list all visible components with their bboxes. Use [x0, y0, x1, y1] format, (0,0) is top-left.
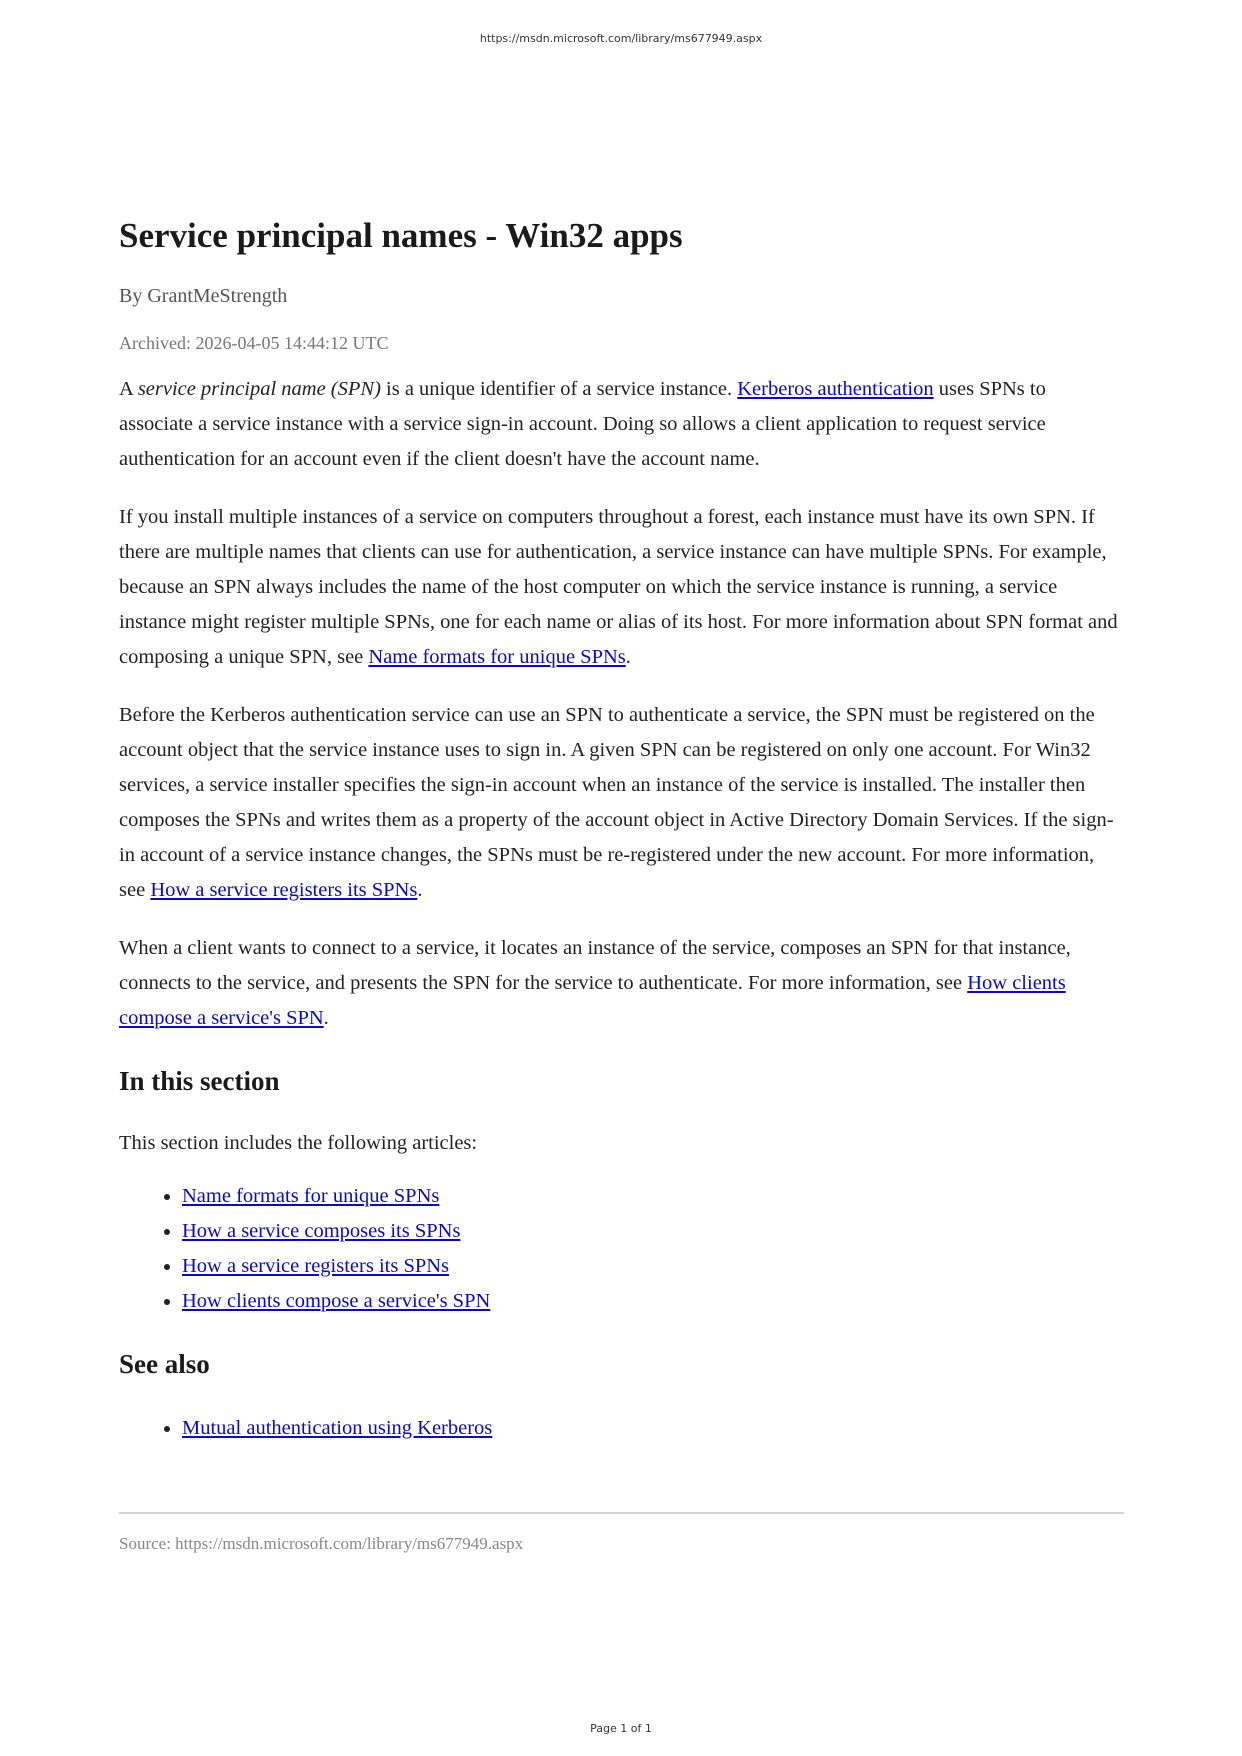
see-also-list: [119, 1411, 1124, 1446]
link-how-a-service-composes-its-spns[interactable]: How a service composes its SPNs: [182, 1220, 461, 1242]
text: is a unique identifier of a service instance.: [380, 378, 738, 400]
link-mutual-authentication-kerberos[interactable]: Mutual authentication using Kerberos: [182, 1417, 493, 1439]
text: When a client wants to connect to a service, it locates an instance of the service, composes an SPN for that instance, connects to the service, and presents the SPN for the service to authenticate. For more information, see: [119, 937, 1071, 994]
link-kerberos-authentication[interactable]: Kerberos authentication: [737, 378, 934, 400]
text: uses SPNs to associate a service instance with a service sign-in account. Doing so allows a client application to request service authentication for an account even if the client doesn't have the account name.: [119, 378, 1046, 470]
paragraph-multiple-instances: [119, 500, 1124, 675]
list-item: [182, 1284, 1124, 1319]
list-item: [182, 1179, 1124, 1214]
section-intro: This section includes the following articles:: [119, 1132, 478, 1154]
link-name-formats[interactable]: Name formats for unique SPNs: [368, 646, 626, 668]
link-how-clients-compose-a-services-spn[interactable]: How clients compose a service's SPN: [182, 1290, 491, 1312]
text: .: [323, 1007, 329, 1029]
source-url: Source: https://msdn.microsoft.com/library/ms677949.aspx: [119, 1534, 524, 1553]
link-how-a-service-registers-its-spns[interactable]: How a service registers its SPNs: [182, 1255, 450, 1277]
page-title: Service principal names - Win32 apps: [119, 216, 683, 255]
text: .: [625, 646, 631, 668]
list-item: [182, 1214, 1124, 1249]
link-name-formats-for-unique-spns[interactable]: Name formats for unique SPNs: [182, 1185, 440, 1207]
print-header-url: https://msdn.microsoft.com/library/ms677949.aspx: [479, 32, 763, 45]
article: [119, 214, 1124, 1556]
heading-see-also: See also: [119, 1349, 210, 1379]
section-article-list: [119, 1179, 1124, 1319]
text: A: [119, 378, 138, 400]
list-item: [182, 1411, 1124, 1446]
paragraph-client-connect: [119, 931, 1124, 1036]
paragraph-intro: [119, 372, 1124, 477]
text: Before the Kerberos authentication service can use an SPN to authenticate a service, the SPN must be registered on the account object that the service instance uses to sign in. A given SPN can be registered on only one account. For Win32 services, a service installer specifies the sign-in account when an instance of the service is installed. The installer then composes the SPNs and writes them as a property of the account object in Active Directory Domain Services. If the sign-in account of a service instance changes, the SPNs must be re-registered under the new account. For more information, see: [119, 704, 1114, 901]
link-service-registers-spns[interactable]: How a service registers its SPNs: [150, 879, 418, 901]
heading-in-this-section: In this section: [119, 1066, 280, 1096]
page-number: Page 1 of 1: [590, 1722, 652, 1735]
divider: [119, 1512, 1124, 1514]
archived-timestamp: Archived: 2026-04-05 14:44:12 UTC: [119, 333, 389, 353]
text: If you install multiple instances of a service on computers throughout a forest, each instance must have its own SPN. If there are multiple names that clients can use for authentication, a service instance can have multiple SPNs. For example, because an SPN always includes the name of the host computer on which the service instance is running, a service instance might register multiple SPNs, one for each name or alias of its host. For more information about SPN format and composing a unique SPN, see: [119, 506, 1118, 668]
term-spn: service principal name (SPN): [137, 378, 381, 400]
text: .: [417, 879, 423, 901]
link-clients-compose-spn[interactable]: How clients compose a service's SPN: [119, 972, 1066, 1029]
author-byline: By GrantMeStrength: [119, 285, 288, 307]
paragraph-registration: [119, 698, 1124, 908]
list-item: [182, 1249, 1124, 1284]
